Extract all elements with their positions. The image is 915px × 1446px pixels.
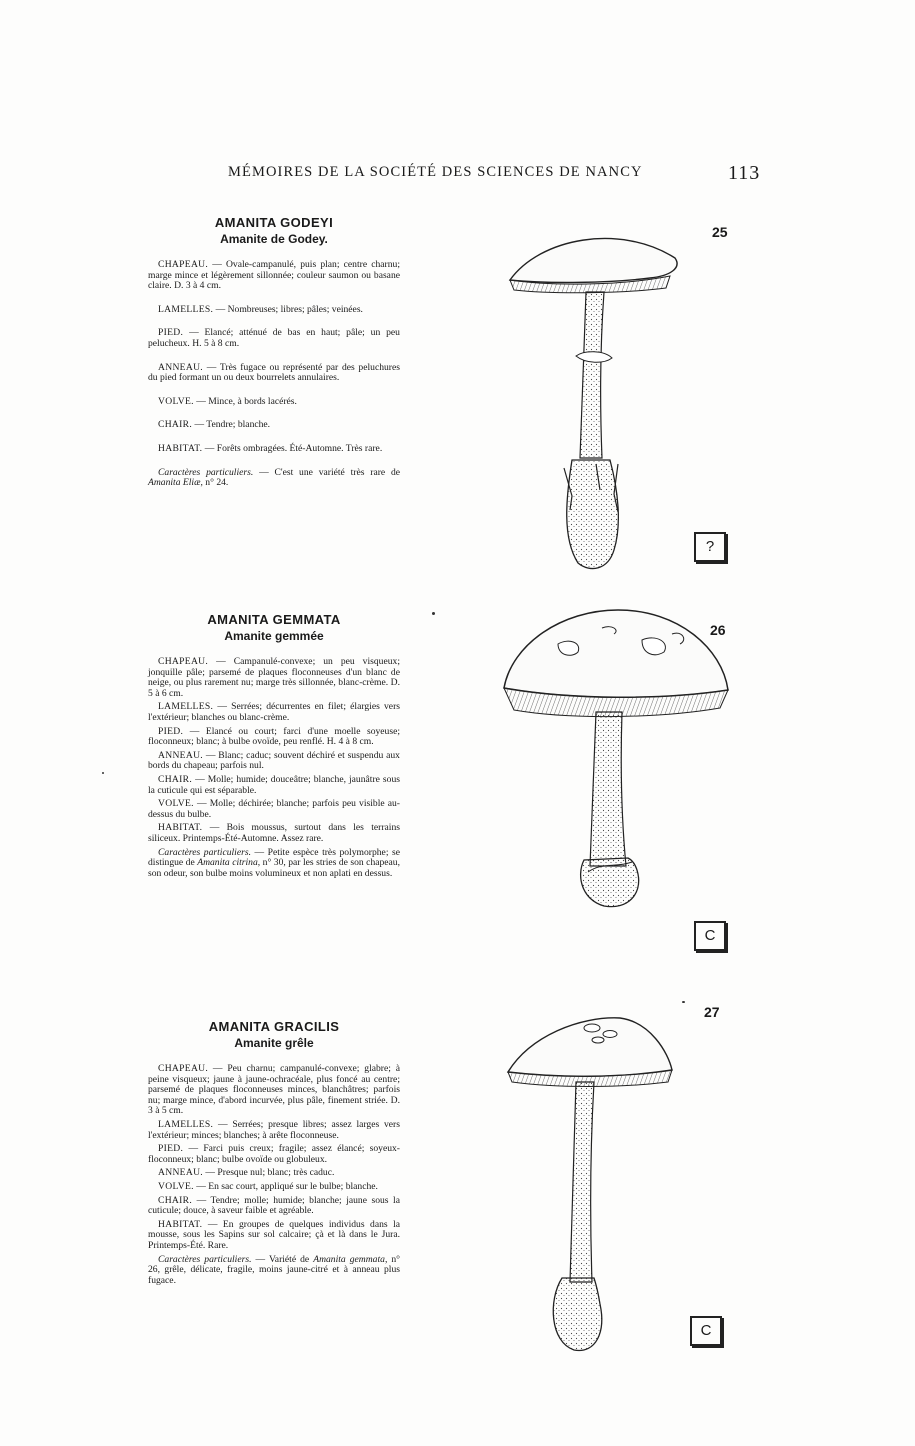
note-text: — Petite espèce très polymorphe; se distingue de — [148, 846, 400, 869]
field-text: — Forêts ombragées. Été-Automne. Très rare. — [204, 442, 383, 454]
description-paragraph — [148, 1144, 400, 1165]
field-label: VOLVE. — [158, 1180, 194, 1192]
field-label: CHAPEAU. — [158, 1063, 209, 1074]
field-text: — Bois moussus, surtout dans les terrains siliceux. Printemps-Été-Automne. Assez rare. — [148, 822, 400, 844]
field-text: — Nombreuses; libres; pâles; veinées. — [215, 303, 363, 315]
figure-number: 27 — [704, 1004, 720, 1020]
description-paragraph — [148, 1196, 400, 1217]
field-text: — Elancé ou court; farci d'une moelle soyeuse; floconneux; blanc; à bulbe ovoïde, peu renflé. H. 4 à 8 cm. — [148, 725, 401, 748]
special-characters-note — [148, 468, 400, 489]
note-species: Amanita Eliæ — [148, 477, 201, 489]
note-text: , n° 24. — [200, 477, 229, 489]
scan-speck — [682, 1001, 685, 1003]
description-paragraph — [148, 799, 400, 820]
description-paragraph — [148, 702, 400, 723]
field-text: — Campanulé-convexe; un peu visqueux; jonquille pâle; parsemé de plaques floconneuses d'un blanc de neige, ou plus rarement nu; marge très sillonnée, blanc-crème. D. 5 à 6 cm. — [148, 656, 400, 699]
field-label: CHAIR. — [158, 1194, 193, 1206]
mushroom-illustration-gemmata — [492, 604, 737, 909]
field-label: CHAPEAU. — [158, 259, 209, 270]
field-text: — Serrées; presque libres; assez larges vers l'extérieur; minces; blanches; à arête floconneuse. — [148, 1118, 400, 1141]
edibility-mark: ? — [694, 532, 726, 562]
field-label: PIED. — [158, 327, 184, 339]
field-label: LAMELLES. — [158, 701, 214, 713]
field-label: HABITAT. — [158, 1218, 203, 1230]
field-label: VOLVE. — [158, 395, 194, 407]
description-paragraph — [148, 823, 400, 844]
field-label: CHAIR. — [158, 773, 193, 785]
description-paragraph — [148, 1168, 400, 1179]
note-text: , n° 30, par les stries de son chapeau, son odeur, son bulbe moins volumineux et non aplati en dessus. — [148, 857, 401, 879]
field-text: — Elancé; atténué de bas en haut; pâle; un peu pelucheux. H. 5 à 8 cm. — [148, 327, 400, 349]
description-paragraph — [148, 363, 400, 384]
field-text: — Blanc; caduc; souvent déchiré et suspendu aux bords du chapeau; parfois nul. — [148, 749, 400, 772]
field-label: PIED. — [158, 725, 184, 737]
edibility-mark: C — [694, 921, 726, 951]
field-text: — Ovale-campanulé, puis plan; centre charnu; marge mince et légèrement sillonnée; couleur saumon ou basane claire. D. 3 à 4 cm. — [148, 259, 401, 292]
field-text: — Très fugace ou représenté par des peluchures du pied formant un ou deux bourrelets annulaires. — [148, 361, 400, 384]
field-text: — Tendre; molle; humide; blanche; jaune sous la cuticule; douce, à saveur faible et agréable. — [148, 1194, 400, 1217]
field-label: LAMELLES. — [158, 303, 214, 315]
description-paragraph — [148, 751, 400, 772]
scan-speck — [102, 772, 104, 774]
description-paragraph — [148, 260, 400, 292]
running-header: MÉMOIRES DE LA SOCIÉTÉ DES SCIENCES DE NANCY — [228, 164, 643, 180]
figure-number: 25 — [712, 224, 728, 240]
note-text: , n° 26, grêle, délicate, fragile, moins jaune-citré et à anneau plus fugace. — [148, 1253, 400, 1286]
field-text: — En sac court, appliqué sur le bulbe; blanche. — [196, 1180, 378, 1192]
scan-speck — [432, 612, 435, 615]
special-characters-note — [148, 1255, 400, 1287]
description-paragraph — [148, 444, 400, 455]
species-common-name: Amanite gemmée — [224, 629, 324, 643]
species-common-name: Amanite grêle — [234, 1036, 314, 1050]
field-text: — Tendre; blanche. — [194, 419, 271, 431]
field-label: VOLVE. — [158, 798, 194, 810]
species-entry-gracilis — [148, 1019, 400, 1286]
field-text: — Peu charnu; campanulé-convexe; glabre; à peine visqueux; jaune à jaune-ochracéale, plus foncé au centre; parsemé de plaques floconneuses minces, blanchâtres; parfois nu; marge mince, d'abord incurvée, plus pâle, finement striée. D. 3 à 5 cm. — [148, 1063, 400, 1117]
field-label: LAMELLES. — [158, 1118, 214, 1130]
description-paragraph — [148, 1220, 400, 1252]
field-text: — Molle; déchirée; blanche; parfois peu visible au-dessus du bulbe. — [148, 798, 401, 820]
note-label: Caractères particuliers. — [158, 846, 251, 858]
description-paragraph — [148, 305, 400, 316]
page-number: 113 — [728, 162, 761, 184]
description-paragraph — [148, 727, 400, 748]
field-label: HABITAT. — [158, 442, 203, 454]
note-label: Caractères particuliers. — [158, 466, 254, 478]
field-label: ANNEAU. — [158, 1167, 204, 1179]
species-title: AMANITA GEMMATA — [207, 612, 341, 627]
note-text: — Variété de — [255, 1253, 314, 1265]
mushroom-illustration-godeyi — [500, 228, 700, 578]
field-text: — Molle; humide; douceâtre; blanche, jaunâtre sous la cuticule qui est séparable. — [148, 773, 400, 796]
species-title: AMANITA GODEYI — [214, 215, 334, 230]
description-paragraph — [148, 1120, 400, 1141]
species-common-name: Amanite de Godey. — [220, 232, 328, 246]
field-text: — Serrées; décurrentes en filet; élargies vers l'extérieur; blanches ou blanc-crème. — [148, 701, 400, 723]
note-text: — C'est une variété très rare de — [259, 466, 401, 478]
field-label: CHAIR. — [158, 419, 193, 431]
note-label: Caractères particuliers. — [158, 1253, 252, 1265]
edibility-mark: C — [690, 1316, 722, 1346]
description-paragraph — [148, 1182, 400, 1193]
description-paragraph — [148, 420, 400, 431]
field-label: HABITAT. — [158, 822, 203, 834]
description-paragraph — [148, 397, 400, 408]
description-paragraph — [148, 328, 400, 349]
description-paragraph — [148, 1064, 400, 1117]
field-label: ANNEAU. — [158, 749, 204, 761]
species-entry-godeyi — [148, 215, 400, 489]
description-paragraph — [148, 775, 400, 796]
field-text: — En groupes de quelques individus dans la mousse, sous les Sapins sur sol calcaire; çà et là dans le Jura. Printemps-Été. Rare. — [148, 1218, 400, 1251]
special-characters-note — [148, 848, 400, 880]
field-text: — Farci puis creux; fragile; assez élancé; soyeux-floconneux; blanc; bulbe ovoïde ou globuleux. — [148, 1143, 400, 1165]
figure-number: 26 — [710, 622, 726, 638]
field-text: — Presque nul; blanc; très caduc. — [205, 1167, 335, 1179]
field-label: ANNEAU. — [158, 361, 204, 373]
description-paragraph — [148, 657, 400, 699]
field-text: — Mince, à bords lacérés. — [196, 395, 297, 407]
species-title: AMANITA GRACILIS — [208, 1019, 340, 1034]
field-label: CHAPEAU. — [158, 656, 209, 667]
field-label: PIED. — [158, 1143, 184, 1155]
mushroom-illustration-gracilis — [500, 1012, 680, 1357]
note-species: Amanita gemmata — [313, 1253, 385, 1265]
note-species: Amanita citrina — [197, 857, 258, 869]
species-entry-gemmata — [148, 612, 400, 879]
